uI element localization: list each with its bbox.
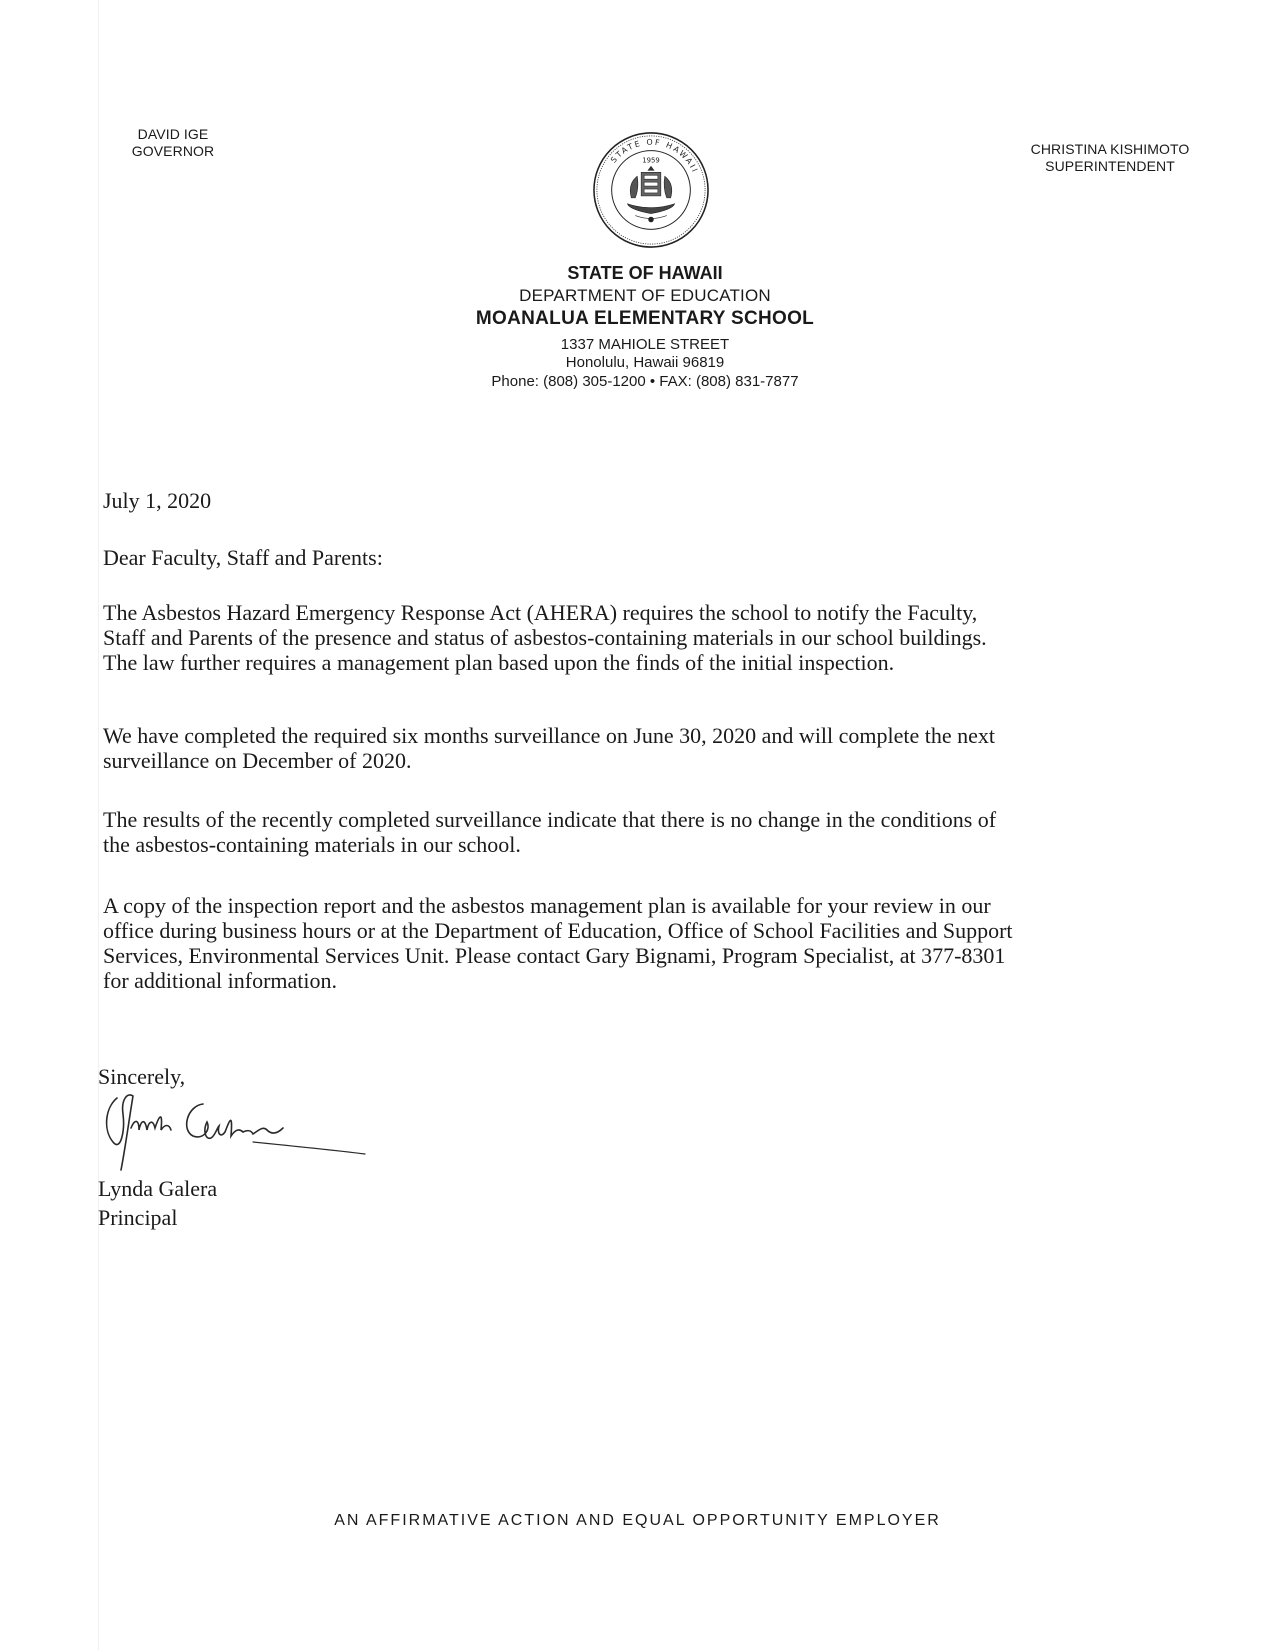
governor-name: DAVID IGE xyxy=(137,126,209,142)
signer-title: Principal xyxy=(98,1205,178,1230)
signer-name: Lynda Galera xyxy=(98,1176,218,1201)
letter-date: July 1, 2020 xyxy=(103,488,212,513)
letter-paragraph-3 xyxy=(103,807,1143,857)
letter-paragraph-1 xyxy=(103,600,1143,675)
paragraph-line: for additional information. xyxy=(103,968,337,993)
letterhead-phone: Phone: (808) 305-1200 • FAX: (808) 831-7877 xyxy=(491,373,799,390)
letterhead xyxy=(400,262,890,392)
governor-block xyxy=(118,126,228,160)
paragraph-line: The Asbestos Hazard Emergency Response Act (AHERA) requires the school to notify the Faculty, xyxy=(103,600,978,625)
letter-salutation: Dear Faculty, Staff and Parents: xyxy=(103,545,383,570)
paragraph-line: the asbestos-containing materials in our school. xyxy=(103,832,521,857)
letter-closing: Sincerely, xyxy=(98,1064,186,1089)
superintendent-title: SUPERINTENDENT xyxy=(1045,158,1175,174)
paragraph-line: surveillance on December of 2020. xyxy=(103,748,412,773)
letterhead-department: DEPARTMENT OF EDUCATION xyxy=(519,286,771,305)
handwritten-signature-icon xyxy=(103,1090,373,1172)
letterhead-state: STATE OF HAWAII xyxy=(567,263,723,283)
state-seal-icon xyxy=(592,131,710,249)
letterhead-street: 1337 MAHIOLE STREET xyxy=(560,336,730,353)
footer-notice: AN AFFIRMATIVE ACTION AND EQUAL OPPORTUNITY EMPLOYER xyxy=(334,1512,941,1529)
scan-edge-line xyxy=(98,0,99,1650)
letter-paragraph-2 xyxy=(103,723,1143,773)
paragraph-line: Staff and Parents of the presence and status of asbestos-containing materials in our school buildings. xyxy=(103,625,987,650)
letter-paragraph-4 xyxy=(103,893,1143,993)
governor-title: GOVERNOR xyxy=(131,143,215,159)
superintendent-name: CHRISTINA KISHIMOTO xyxy=(1030,141,1190,157)
paragraph-line: Services, Environmental Services Unit. Please contact Gary Bignami, Program Specialist, at 377-8301 xyxy=(103,943,1006,968)
seal-ring-text: STATE OF HAWAII xyxy=(608,137,700,175)
paragraph-line: office during business hours or at the Department of Education, Office of School Facilities and Support xyxy=(103,918,1013,943)
letterhead-school: MOANALUA ELEMENTARY SCHOOL xyxy=(475,308,815,329)
seal-year: 1959 xyxy=(642,156,660,165)
paragraph-line: The law further requires a management plan based upon the finds of the initial inspection. xyxy=(103,650,895,675)
signer-block xyxy=(98,1174,217,1232)
superintendent-block xyxy=(1005,141,1215,175)
letterhead-city: Honolulu, Hawaii 96819 xyxy=(565,354,725,371)
paragraph-line: We have completed the required six months surveillance on June 30, 2020 and will complete the next xyxy=(103,723,996,748)
paragraph-line: The results of the recently completed surveillance indicate that there is no change in the conditions of xyxy=(103,807,997,832)
paragraph-line: A copy of the inspection report and the asbestos management plan is available for your review in our xyxy=(103,893,991,918)
